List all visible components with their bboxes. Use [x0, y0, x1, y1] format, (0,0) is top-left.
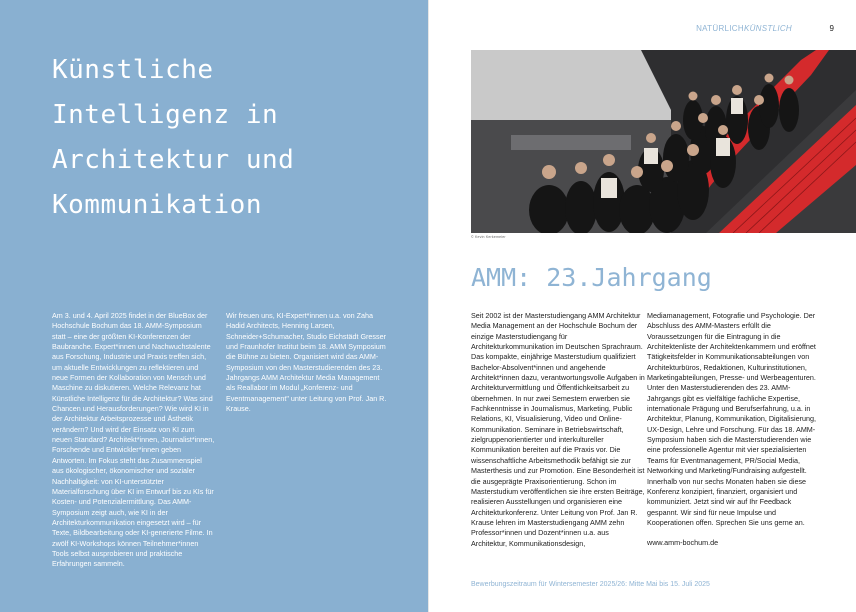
intro-text-column-1: Am 3. und 4. April 2025 findet in der BlueBox der Hochschule Bochum das 18. AMM-Symposium statt – eine der größten KI-Konferenzen der Baubranche. Expert*innen und Nachwuchstalente aus Forschung, Industrie und Praxis treffen sich, um aktuelle Entwicklungen zu reflektieren und neue Formen der Kollaboration von Mensch und Maschine zu diskutieren. Welche Relevanz hat Künstliche Intelligenz für die Architektur? Was sind Chancen und Herausforderungen? Wie wird KI in der Architektur Arbeitsprozesse und Ästhetik verändern? Und wird der Einsatz von KI zum neuen Standard? Architekt*innen, Journalist*innen, Forschende und Entwickler*innen geben Antworten. Im Fokus steht das Zusammenspiel aus ökologischer, ökonomischer und sozialer Nachhaltigkeit: von KI-unterstützter Materialforschung über KI im Entwurf bis zu KIs für Kosten- und Potenzialermittlung. Das AMM-Symposium zeigt auch, wie KI in der Architekturkommunikation eingesetzt wird – für Texte, Bildbearbeitung oder KI-generierte Filme. In zwölf KI-Workshops können Teilnehmer*innen Tools selbst ausprobieren und praktische Erfahrungen sammeln. — [52, 311, 215, 569]
running-header — [696, 24, 792, 33]
photo-credit: © Kevin Kerkemeier — [471, 235, 506, 239]
page-title: Künstliche Intelligenz in Architektur und Kommunikation — [52, 55, 295, 220]
website-link[interactable]: www.amm-bochum.de — [647, 538, 719, 548]
program-text-column-1: Seit 2002 ist der Masterstudiengang AMM Architektur Media Management an der Hochschule Bochum der einzige Masterstudiengang für Architekturkommunikation im Deutschen Sprachraum. Das kompakte, einjährige Masterstudium qualifiziert Bachelor-Absolvent*innen und angehende Architekt*innen dazu, verantwortungsvolle Aufgaben in Architekturvermittlung und Öffentlichkeitsarbeit zu übernehmen. In nur zwei Semestern erwerben sie Fachkenntnisse in Journalismus, Marketing, Public Relations, KI, Visualisierung, Video und Online-Kommunikation. Seminare in Betriebswirtschaft, zielgruppenorientierter und interkultureller Kommunikation bereiten auf die Praxis vor. Die wissenschaftliche Arbeitsmethodik befähigt sie zur Masterthesis und zur Promotion. Eine Besonderheit ist die ausgeprägte Praxisorientierung. Schon im Masterstudium veröffentlichen sie ihre ersten Beiträge, realisieren Ausstellungen und organisieren eine Architekturkonferenz. Unter Leitung von Prof. Jan R. Krause lehren im Masterstudiengang AMM zehn Professor*innen und Dozent*innen u.a. aus Architektur, Kommunikationsdesign, — [471, 311, 645, 548]
page-number: 9 — [829, 24, 834, 33]
group-photo-image — [471, 50, 856, 233]
group-photo — [471, 50, 856, 233]
section-title: AMM: 23.Jahrgang — [471, 263, 712, 292]
running-header-italic: KÜNSTLICH — [743, 24, 792, 33]
program-text-column-2: Mediamanagement, Fotografie und Psychologie. Der Abschluss des AMM-Masters erfüllt die Voraussetzungen für die Eintragung in die Architektenliste der Architektenkammern und eröffnet Tätigkeitsfelder in Kommunikationsabteilungen von Architekturbüros, Redaktionen, Kulturinstitutionen, Marketingabteilungen, Presse- und Werbeagenturen. Unter den Masterstudierenden des 23. AMM-Jahrgangs gibt es vielfältige fachliche Expertise, internationale Prägung und Berufserfahrung, u.a. in Architektur, Planung, Kommunikation, Digitalisierung, UX-Design, Lehre und Forschung. Für das 18. AMM-Symposium haben sich die Masterstudierenden wie eine professionelle Agentur mit vier spezialisierten Teams für Eventmanagement, PR/Social Media, Networking und Marketing/Fundraising aufgestellt. Innerhalb von nur sechs Monaten haben sie diese Konferenz konzipiert, finanziert, organisiert und kommuniziert. Jetzt sind wir auf Ihr Feedback gespannt. Wir sind für neue Impulse und Kooperationen offen. Sprechen Sie uns gerne an. — [647, 311, 816, 527]
right-page — [429, 0, 856, 612]
program-text-column-2-wrapper — [647, 311, 819, 549]
running-header-regular: NATÜRLICH — [696, 24, 744, 33]
application-period-note: Bewerbungszeitraum für Wintersemester 2025/26: Mitte Mai bis 15. Juli 2025 — [471, 581, 710, 588]
intro-text-column-2: Wir freuen uns, KI-Expert*innen u.a. von Zaha Hadid Architects, Henning Larsen, Schneider+Schumacher, Studio Eichstädt Gresser und Fraunhofer Institut beim 18. AMM Symposium die Bühne zu bieten. Organisiert wird das AMM-Symposium von den Masterstudierenden des 23. Jahrgangs AMM Architektur Media Management als Reallabor im Modul „Konferenz- und Eventmanagement" unter Leitung von Prof. Jan R. Krause. — [226, 311, 387, 414]
